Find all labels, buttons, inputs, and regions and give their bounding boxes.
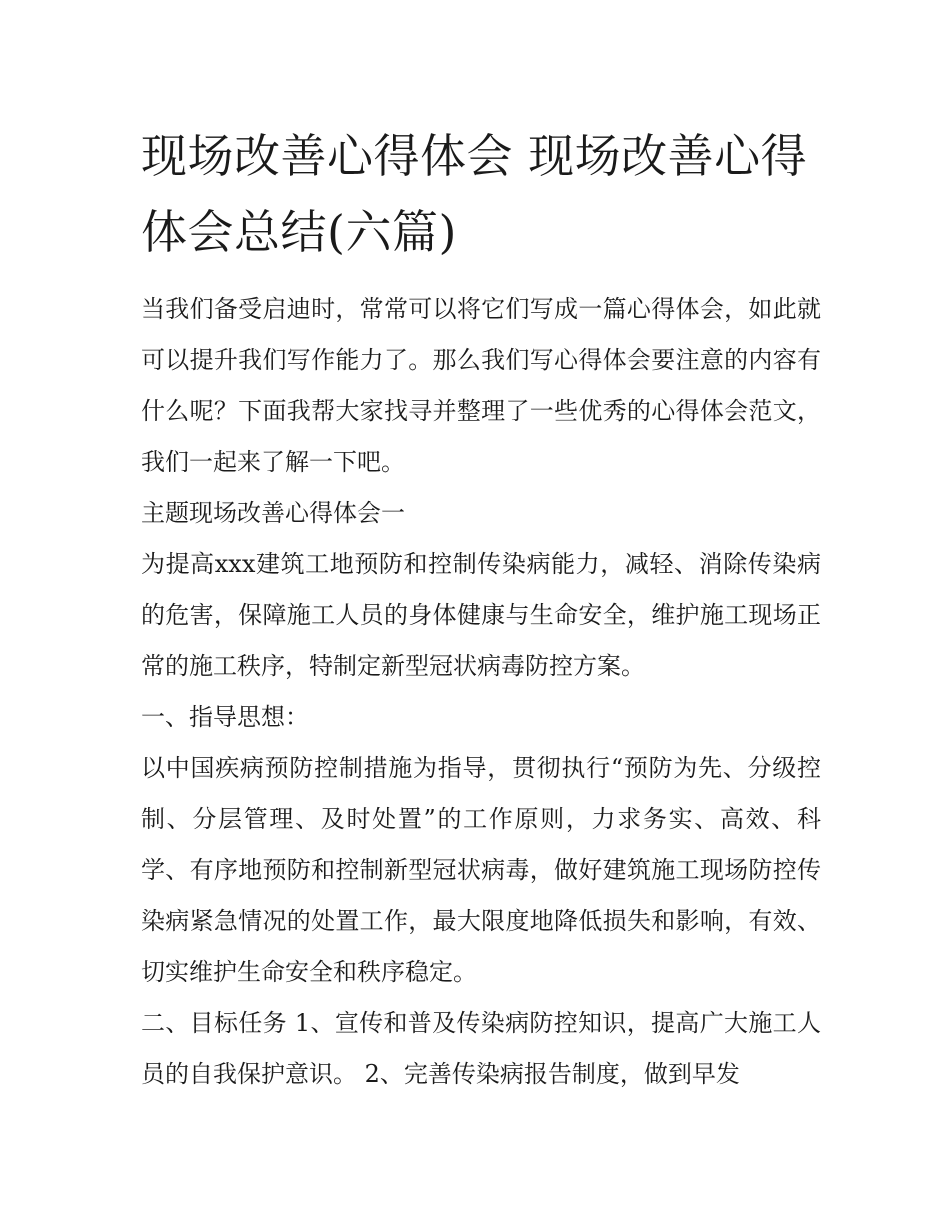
intro-paragraph: 当我们备受启迪时，常常可以将它们写成一篇心得体会，如此就可以提升我们写作能力了。那么我们写心得体会要注意的内容有什么呢？下面我帮大家找寻并整理了一些优秀的心得体会范文，我们一起来了解一下吧。 — [141, 295, 821, 476]
guiding-idea-paragraph: 以中国疾病预防控制措施为指导，贯彻执行“预防为先、分级控制、分层管理、及时处置”的工作原则，力求务实、高效、科学、有序地预防和控制新型冠状病毒，做好建筑施工现场防控传染病紧急情况的处置工作，最大限度地降低损失和影响，有效、切实维护生命安全和秩序稳定。 — [141, 754, 821, 986]
section-heading-theme-one: 主题现场改善心得体会一 — [141, 499, 405, 527]
document-body — [141, 118, 821, 1100]
section-heading-guiding-idea: 一、指导思想： — [141, 703, 309, 731]
goals-paragraph: 二、目标任务 1、宣传和普及传染病防控知识，提高广大施工人员的自我保护意识。 2、完善传染病报告制度，做到早发 — [141, 1009, 821, 1088]
document-title: 现场改善心得体会 现场改善心得体会总结(六篇) — [141, 129, 808, 259]
purpose-paragraph: 为提高xxx建筑工地预防和控制传染病能力，减轻、消除传染病的危害，保障施工人员的身体健康与生命安全，维护施工现场正常的施工秩序，特制定新型冠状病毒防控方案。 — [141, 550, 821, 680]
